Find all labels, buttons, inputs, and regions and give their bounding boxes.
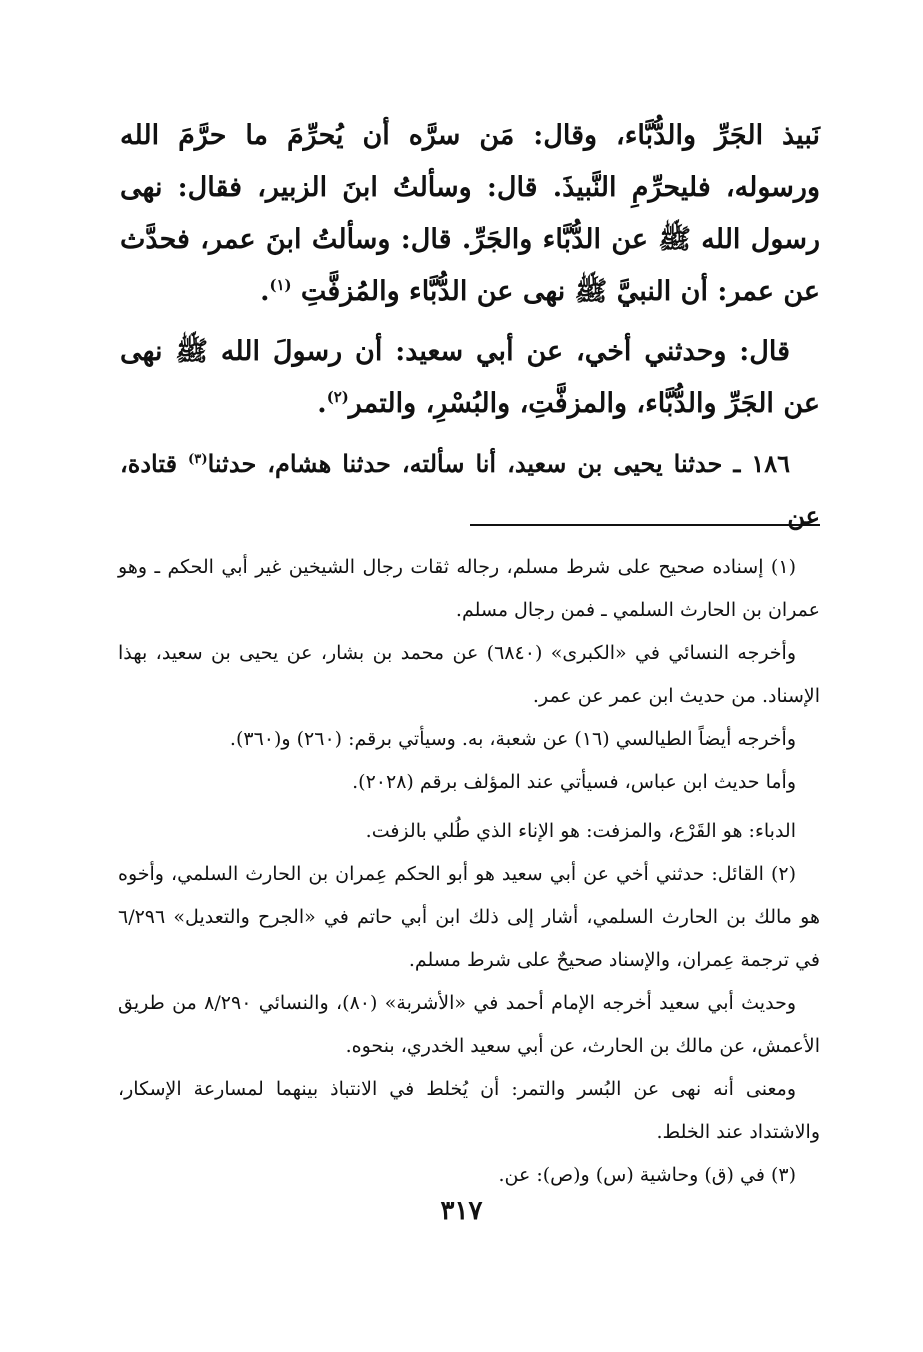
page-number: ٣١٧ [440,1196,483,1226]
footnote-separator [470,524,820,526]
footnotes [118,546,820,1197]
hadith-186 [120,438,820,542]
footnote-1-part-e: الدباء: هو القَرْع، والمزفت: هو الإناء الذي طُلي بالزفت. [365,820,796,842]
footnote-2-part-c: ومعنى أنه نهى عن البُسر والتمر: أن يُخلط في الانتباذ بينهما لمسارعة الإسكار، والاشتداد عند الخلط. [118,1078,820,1143]
footnote-1-part-b: وأخرجه النسائي في «الكبرى» (٦٨٤٠) عن محمد بن بشار، عن يحيى بن سعيد، بهذا الإسناد. من حديث ابن عمر عن عمر. [118,642,820,707]
main-paragraph-2 [120,326,820,430]
footnote-ref-3: (٣) [188,452,208,467]
hadith-186-end: قتادة، عن [120,449,820,530]
footnote-1-part-a: (١) إسناده صحيح على شرط مسلم، رجاله ثقات رجال الشيخين غير أبي الحكم ـ وهو عمران بن الحارث السلمي ـ فمن رجال مسلم. [118,556,820,621]
footnote-ref-2: (٢) [326,388,349,406]
footnote-1-part-d: وأما حديث ابن عباس، فسيأتي عند المؤلف برقم (٢٠٢٨). [352,771,796,793]
hadith-186-text: ١٨٦ ـ حدثنا يحيى بن سعيد، أنا سألته، حدثنا هشام، حدثنا [207,449,790,478]
main-paragraph-2-end: . [317,388,327,419]
footnote-3: (٣) في (ق) وحاشية (س) و(ص): عن. [498,1164,796,1186]
footnote-ref-1: (١) [269,276,292,294]
main-text [120,110,820,550]
main-paragraph-1-text: نَبيذ الجَرِّ والدُّبَّاء، وقال: مَن سرَّه أن يُحرِّمَ ما حرَّمَ الله ورسوله، فليحرِّمِ النَّبيذَ. قال: وسألتُ ابنَ الزبير، فقال: نهى رسول الله ﷺ عن الدُّبَّاء والجَرِّ. قال: وسألتُ ابنَ عمر، فحدَّث عن عمر: أن النبيَّ ﷺ نهى عن الدُّبَّاء والمُزفَّتِ [120,120,820,307]
footnote-1-part-c: وأخرجه أيضاً الطيالسي (١٦) عن شعبة، به. وسيأتي برقم: (٢٦٠) و(٣٦٠). [229,728,796,750]
footnote-2-part-b: وحديث أبي سعيد أخرجه الإمام أحمد في «الأشربة» (٨٠)، والنسائي ٨/٢٩٠ من طريق الأعمش، عن مالك بن الحارث، عن أبي سعيد الخدري، بنحوه. [118,992,820,1057]
main-paragraph-1-end: . [260,276,270,307]
footnote-2-part-a: (٢) القائل: حدثني أخي عن أبي سعيد هو أبو الحكم عِمران بن الحارث السلمي، وأخوه هو مالك بن الحارث السلمي، أشار إلى ذلك ابن أبي حاتم في «الجرح والتعديل» ٦/٢٩٦ في ترجمة عِمران، والإسناد صحيحٌ على شرط مسلم. [118,863,820,971]
main-paragraph-2-text: قال: وحدثني أخي، عن أبي سعيد: أن رسولَ الله ﷺ نهى عن الجَرِّ والدُّبَّاء، والمزفَّتِ، والبُسْرِ، والتمر [120,336,820,419]
main-paragraph-1 [120,110,820,318]
